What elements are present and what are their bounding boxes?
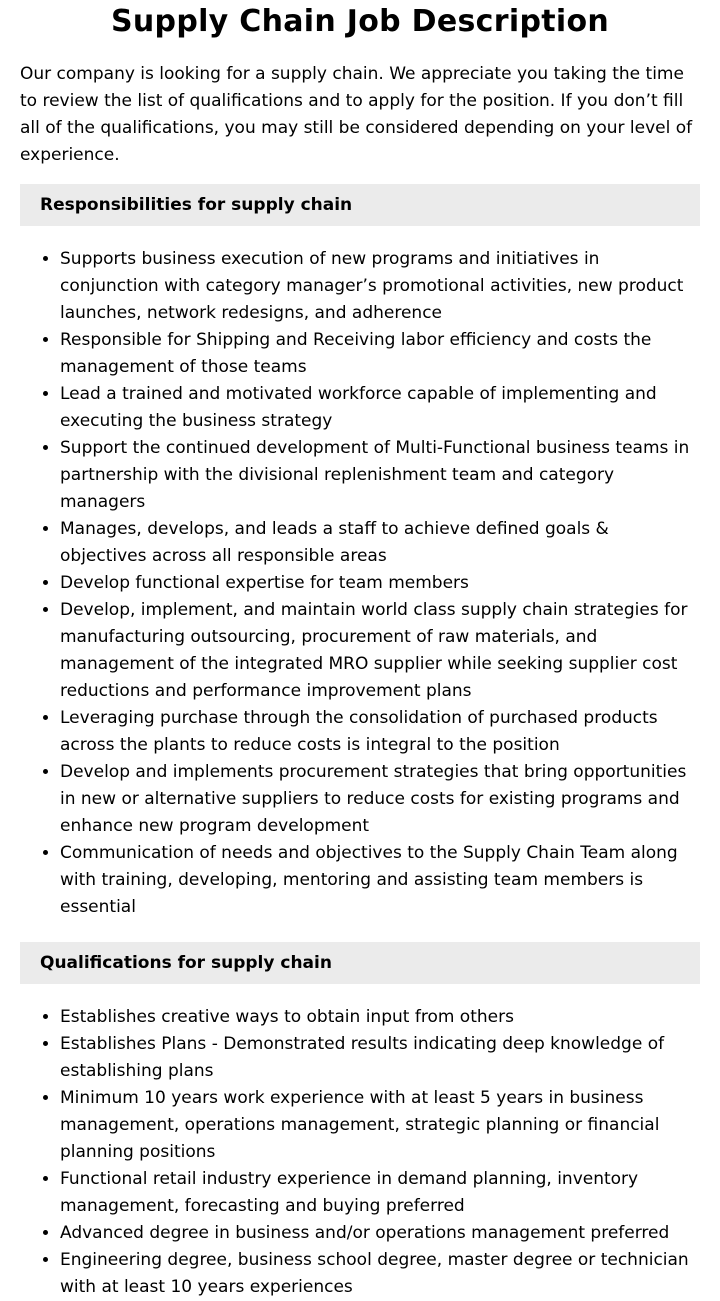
list-item: • Support the continued development of Multi-Functional business teams in partnership with the divisional replenishment team and category managers <box>60 435 700 516</box>
list-item: • Minimum 10 years work experience with at least 5 years in business management, operations management, strategic planning or financial planning positions <box>60 1085 700 1166</box>
list-item: • Develop functional expertise for team members <box>60 570 700 597</box>
page-title: Supply Chain Job Description <box>110 4 610 39</box>
list-item: • Lead a trained and motivated workforce capable of implementing and executing the business strategy <box>60 381 700 435</box>
list-item: • Leveraging purchase through the consolidation of purchased products across the plants to reduce costs is integral to the position <box>60 705 700 759</box>
list-item: • Supports business execution of new programs and initiatives in conjunction with category manager’s promotional activities, new product launches, network redesigns, and adherence <box>60 246 700 327</box>
list-item: • Establishes creative ways to obtain input from others <box>60 1004 700 1031</box>
list-item: • Responsible for Shipping and Receiving labor efficiency and costs the management of those teams <box>60 327 700 381</box>
list-item: • Develop and implements procurement strategies that bring opportunities in new or alternative suppliers to reduce costs for existing programs and enhance new program development <box>60 759 700 840</box>
list-item: • Manages, develops, and leads a staff to achieve defined goals & objectives across all responsible areas <box>60 516 700 570</box>
list-item: • Communication of needs and objectives to the Supply Chain Team along with training, developing, mentoring and assisting team members is essential <box>60 840 700 921</box>
responsibilities-heading: Responsibilities for supply chain <box>20 184 700 226</box>
list-item: • Develop, implement, and maintain world class supply chain strategies for manufacturing outsourcing, procurement of raw materials, and management of the integrated MRO supplier while seeking supplier cost reductions and performance improvement plans <box>60 597 700 705</box>
responsibilities-list <box>20 246 700 921</box>
list-item: • Establishes Plans - Demonstrated results indicating deep knowledge of establishing plans <box>60 1031 700 1085</box>
list-item: • Functional retail industry experience in demand planning, inventory management, forecasting and buying preferred <box>60 1166 700 1220</box>
qualifications-heading: Qualifications for supply chain <box>20 942 700 984</box>
list-item: • Advanced degree in business and/or operations management preferred <box>60 1220 700 1247</box>
qualifications-list <box>20 1004 700 1301</box>
intro-paragraph: Our company is looking for a supply chain. We appreciate you taking the time to review the list of qualifications and to apply for the position. If you don’t fill all of the qualifications, you may still be considered depending on your level of experience. <box>20 64 693 165</box>
list-item: • Engineering degree, business school degree, master degree or technician with at least 10 years experiences <box>60 1247 700 1301</box>
